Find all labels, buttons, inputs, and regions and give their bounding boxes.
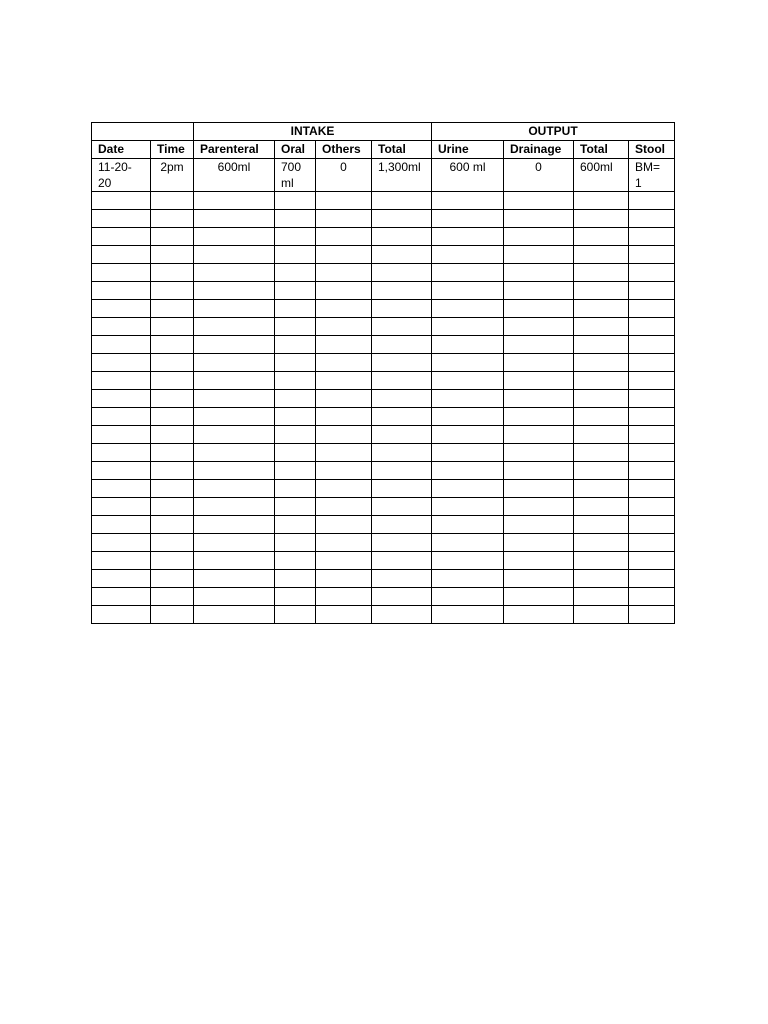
drainage-cell[interactable] [504, 372, 574, 390]
stool-cell[interactable] [629, 318, 675, 336]
others-cell[interactable] [316, 534, 372, 552]
time-cell[interactable] [151, 480, 194, 498]
urine-cell[interactable] [432, 210, 504, 228]
urine-cell[interactable] [432, 390, 504, 408]
drainage-cell[interactable] [504, 426, 574, 444]
others-cell[interactable] [316, 462, 372, 480]
stool-cell[interactable] [629, 462, 675, 480]
table-row [92, 426, 675, 444]
oral-cell[interactable] [275, 336, 316, 354]
time-cell[interactable] [151, 228, 194, 246]
urine-cell[interactable] [432, 480, 504, 498]
output-total-column-header: Total [574, 141, 629, 159]
stool-cell[interactable] [629, 408, 675, 426]
date-cell[interactable] [92, 534, 151, 552]
stool-cell[interactable] [629, 210, 675, 228]
others-cell[interactable] [316, 516, 372, 534]
stool-cell[interactable] [629, 606, 675, 624]
output-total-cell[interactable] [574, 372, 629, 390]
time-cell[interactable] [151, 444, 194, 462]
intake-total-cell[interactable] [372, 354, 432, 372]
parenteral-cell[interactable] [194, 570, 275, 588]
drainage-cell[interactable] [504, 516, 574, 534]
parenteral-cell[interactable] [194, 354, 275, 372]
time-cell[interactable] [151, 606, 194, 624]
intake-total-cell[interactable]: 1,300ml [372, 159, 432, 192]
output-total-cell[interactable] [574, 282, 629, 300]
oral-cell[interactable] [275, 426, 316, 444]
table-row [92, 300, 675, 318]
date-cell[interactable] [92, 300, 151, 318]
parenteral-column-header: Parenteral [194, 141, 275, 159]
intake-total-cell[interactable] [372, 192, 432, 210]
parenteral-cell[interactable] [194, 210, 275, 228]
output-total-cell[interactable] [574, 588, 629, 606]
drainage-cell[interactable] [504, 354, 574, 372]
intake-total-cell[interactable] [372, 480, 432, 498]
stool-cell[interactable] [629, 534, 675, 552]
time-cell[interactable] [151, 246, 194, 264]
output-total-cell[interactable] [574, 192, 629, 210]
stool-cell[interactable] [629, 246, 675, 264]
table-row [92, 606, 675, 624]
parenteral-cell[interactable] [194, 282, 275, 300]
time-cell[interactable] [151, 300, 194, 318]
time-column-header: Time [151, 141, 194, 159]
parenteral-cell[interactable] [194, 390, 275, 408]
others-cell[interactable] [316, 606, 372, 624]
parenteral-cell[interactable] [194, 246, 275, 264]
urine-cell[interactable] [432, 444, 504, 462]
intake-total-cell[interactable] [372, 606, 432, 624]
others-cell[interactable] [316, 372, 372, 390]
others-cell[interactable] [316, 570, 372, 588]
output-total-cell[interactable] [574, 210, 629, 228]
time-cell[interactable] [151, 498, 194, 516]
oral-cell[interactable] [275, 534, 316, 552]
drainage-cell[interactable] [504, 192, 574, 210]
oral-cell[interactable] [275, 300, 316, 318]
parenteral-cell[interactable] [194, 462, 275, 480]
parenteral-cell[interactable] [194, 426, 275, 444]
output-total-cell[interactable] [574, 300, 629, 318]
drainage-cell[interactable] [504, 606, 574, 624]
urine-cell[interactable] [432, 336, 504, 354]
table-row [92, 390, 675, 408]
date-cell[interactable] [92, 408, 151, 426]
oral-cell[interactable] [275, 588, 316, 606]
others-cell[interactable] [316, 318, 372, 336]
output-total-cell[interactable] [574, 336, 629, 354]
table-row [92, 498, 675, 516]
stool-cell[interactable] [629, 390, 675, 408]
table-row [92, 372, 675, 390]
time-cell[interactable] [151, 210, 194, 228]
date-cell[interactable] [92, 390, 151, 408]
table-row [92, 336, 675, 354]
oral-cell[interactable] [275, 210, 316, 228]
date-cell[interactable] [92, 210, 151, 228]
urine-cell[interactable] [432, 516, 504, 534]
drainage-cell[interactable] [504, 390, 574, 408]
drainage-cell[interactable]: 0 [504, 159, 574, 192]
urine-cell[interactable] [432, 282, 504, 300]
date-column-header: Date [92, 141, 151, 159]
table-row [92, 480, 675, 498]
date-cell[interactable] [92, 444, 151, 462]
intake-output-sheet [91, 122, 675, 624]
stool-column-header: Stool [629, 141, 675, 159]
parenteral-cell[interactable] [194, 588, 275, 606]
date-cell[interactable] [92, 606, 151, 624]
date-cell[interactable] [92, 228, 151, 246]
parenteral-cell[interactable] [194, 228, 275, 246]
parenteral-cell[interactable] [194, 516, 275, 534]
oral-cell[interactable] [275, 318, 316, 336]
drainage-cell[interactable] [504, 588, 574, 606]
table-row [92, 444, 675, 462]
drainage-column-header: Drainage [504, 141, 574, 159]
output-total-cell[interactable] [574, 444, 629, 462]
intake-total-cell[interactable] [372, 498, 432, 516]
time-cell[interactable] [151, 570, 194, 588]
stool-cell[interactable] [629, 264, 675, 282]
drainage-cell[interactable] [504, 462, 574, 480]
urine-cell[interactable] [432, 228, 504, 246]
output-total-cell[interactable] [574, 264, 629, 282]
oral-cell[interactable] [275, 516, 316, 534]
urine-cell[interactable] [432, 552, 504, 570]
urine-cell[interactable] [432, 462, 504, 480]
parenteral-cell[interactable] [194, 552, 275, 570]
oral-cell[interactable] [275, 282, 316, 300]
date-cell[interactable] [92, 372, 151, 390]
oral-cell[interactable] [275, 390, 316, 408]
table-row [92, 282, 675, 300]
table-row [92, 354, 675, 372]
output-total-cell[interactable] [574, 408, 629, 426]
others-cell[interactable] [316, 408, 372, 426]
output-header: OUTPUT [432, 123, 675, 141]
time-cell[interactable] [151, 552, 194, 570]
intake-total-cell[interactable] [372, 534, 432, 552]
output-total-cell[interactable] [574, 228, 629, 246]
others-cell[interactable] [316, 336, 372, 354]
stool-cell[interactable] [629, 498, 675, 516]
stool-cell[interactable] [629, 300, 675, 318]
date-cell[interactable] [92, 192, 151, 210]
others-cell[interactable] [316, 390, 372, 408]
oral-cell[interactable] [275, 192, 316, 210]
oral-cell[interactable] [275, 372, 316, 390]
others-cell[interactable] [316, 480, 372, 498]
urine-cell[interactable]: 600 ml [432, 159, 504, 192]
intake-header: INTAKE [194, 123, 432, 141]
urine-column-header: Urine [432, 141, 504, 159]
intake-total-cell[interactable] [372, 552, 432, 570]
time-cell[interactable] [151, 390, 194, 408]
blank-header-cell [92, 123, 194, 141]
time-cell[interactable] [151, 336, 194, 354]
urine-cell[interactable] [432, 570, 504, 588]
table-row [92, 570, 675, 588]
date-cell[interactable] [92, 318, 151, 336]
output-total-cell[interactable] [574, 462, 629, 480]
date-cell[interactable] [92, 552, 151, 570]
output-total-cell[interactable] [574, 606, 629, 624]
table-row [92, 159, 675, 192]
urine-cell[interactable] [432, 264, 504, 282]
time-cell[interactable] [151, 462, 194, 480]
stool-cell[interactable] [629, 336, 675, 354]
drainage-cell[interactable] [504, 318, 574, 336]
parenteral-cell[interactable] [194, 318, 275, 336]
table-row [92, 192, 675, 210]
parenteral-cell[interactable] [194, 534, 275, 552]
intake-total-cell[interactable] [372, 444, 432, 462]
stool-cell[interactable] [629, 480, 675, 498]
intake-total-cell[interactable] [372, 408, 432, 426]
drainage-cell[interactable] [504, 246, 574, 264]
others-cell[interactable] [316, 282, 372, 300]
others-cell[interactable] [316, 354, 372, 372]
time-cell[interactable] [151, 426, 194, 444]
intake-total-cell[interactable] [372, 390, 432, 408]
drainage-cell[interactable] [504, 408, 574, 426]
intake-total-cell[interactable] [372, 282, 432, 300]
date-cell[interactable] [92, 588, 151, 606]
table-row [92, 516, 675, 534]
drainage-cell[interactable] [504, 480, 574, 498]
urine-cell[interactable] [432, 246, 504, 264]
intake-total-cell[interactable] [372, 210, 432, 228]
urine-cell[interactable] [432, 318, 504, 336]
others-cell[interactable] [316, 426, 372, 444]
date-cell[interactable] [92, 246, 151, 264]
time-cell[interactable] [151, 534, 194, 552]
oral-cell[interactable] [275, 408, 316, 426]
drainage-cell[interactable] [504, 498, 574, 516]
urine-cell[interactable] [432, 354, 504, 372]
oral-cell[interactable] [275, 444, 316, 462]
date-cell[interactable]: 11-20-20 [92, 159, 151, 192]
time-cell[interactable] [151, 264, 194, 282]
urine-cell[interactable] [432, 300, 504, 318]
stool-cell[interactable] [629, 192, 675, 210]
parenteral-cell[interactable] [194, 300, 275, 318]
urine-cell[interactable] [432, 534, 504, 552]
output-total-cell[interactable] [574, 552, 629, 570]
others-cell[interactable] [316, 498, 372, 516]
intake-total-cell[interactable] [372, 372, 432, 390]
drainage-cell[interactable] [504, 534, 574, 552]
others-cell[interactable] [316, 246, 372, 264]
drainage-cell[interactable] [504, 444, 574, 462]
output-total-cell[interactable] [574, 480, 629, 498]
time-cell[interactable] [151, 318, 194, 336]
oral-cell[interactable] [275, 498, 316, 516]
table-row [92, 534, 675, 552]
others-cell[interactable] [316, 444, 372, 462]
intake-total-cell[interactable] [372, 228, 432, 246]
date-cell[interactable] [92, 498, 151, 516]
intake-total-cell[interactable] [372, 336, 432, 354]
others-cell[interactable] [316, 228, 372, 246]
time-cell[interactable] [151, 372, 194, 390]
intake-total-cell[interactable] [372, 588, 432, 606]
others-column-header: Others [316, 141, 372, 159]
date-cell[interactable] [92, 462, 151, 480]
stool-cell[interactable] [629, 372, 675, 390]
table-row [92, 264, 675, 282]
oral-column-header: Oral [275, 141, 316, 159]
drainage-cell[interactable] [504, 264, 574, 282]
table-row [92, 246, 675, 264]
intake-total-cell[interactable] [372, 516, 432, 534]
parenteral-cell[interactable] [194, 192, 275, 210]
others-cell[interactable] [316, 210, 372, 228]
intake-output-table [91, 122, 675, 624]
others-cell[interactable] [316, 300, 372, 318]
intake-total-cell[interactable] [372, 462, 432, 480]
table-row [92, 408, 675, 426]
urine-cell[interactable] [432, 588, 504, 606]
intake-total-cell[interactable] [372, 426, 432, 444]
date-cell[interactable] [92, 336, 151, 354]
output-total-cell[interactable] [574, 516, 629, 534]
oral-cell[interactable] [275, 480, 316, 498]
date-cell[interactable] [92, 516, 151, 534]
table-row [92, 588, 675, 606]
parenteral-cell[interactable]: 600ml [194, 159, 275, 192]
parenteral-cell[interactable] [194, 606, 275, 624]
time-cell[interactable] [151, 282, 194, 300]
urine-cell[interactable] [432, 192, 504, 210]
parenteral-cell[interactable] [194, 480, 275, 498]
others-cell[interactable] [316, 264, 372, 282]
oral-cell[interactable] [275, 552, 316, 570]
time-cell[interactable] [151, 354, 194, 372]
date-cell[interactable] [92, 570, 151, 588]
time-cell[interactable] [151, 516, 194, 534]
intake-total-column-header: Total [372, 141, 432, 159]
parenteral-cell[interactable] [194, 408, 275, 426]
drainage-cell[interactable] [504, 210, 574, 228]
stool-cell[interactable] [629, 588, 675, 606]
parenteral-cell[interactable] [194, 372, 275, 390]
output-total-cell[interactable] [574, 498, 629, 516]
output-total-cell[interactable] [574, 426, 629, 444]
parenteral-cell[interactable] [194, 336, 275, 354]
drainage-cell[interactable] [504, 570, 574, 588]
table-body [92, 159, 675, 624]
urine-cell[interactable] [432, 498, 504, 516]
urine-cell[interactable] [432, 372, 504, 390]
stool-cell[interactable] [629, 228, 675, 246]
column-header-row [92, 141, 675, 159]
time-cell[interactable]: 2pm [151, 159, 194, 192]
stool-cell[interactable] [629, 426, 675, 444]
group-header-row [92, 123, 675, 141]
output-total-cell[interactable] [574, 570, 629, 588]
stool-cell[interactable] [629, 354, 675, 372]
table-row [92, 552, 675, 570]
table-row [92, 228, 675, 246]
drainage-cell[interactable] [504, 300, 574, 318]
date-cell[interactable] [92, 264, 151, 282]
oral-cell[interactable] [275, 246, 316, 264]
urine-cell[interactable] [432, 408, 504, 426]
drainage-cell[interactable] [504, 552, 574, 570]
time-cell[interactable] [151, 408, 194, 426]
others-cell[interactable]: 0 [316, 159, 372, 192]
intake-total-cell[interactable] [372, 246, 432, 264]
output-total-cell[interactable] [574, 354, 629, 372]
table-row [92, 318, 675, 336]
drainage-cell[interactable] [504, 336, 574, 354]
output-total-cell[interactable]: 600ml [574, 159, 629, 192]
intake-total-cell[interactable] [372, 300, 432, 318]
urine-cell[interactable] [432, 606, 504, 624]
stool-cell[interactable]: BM= 1 [629, 159, 675, 192]
intake-total-cell[interactable] [372, 264, 432, 282]
time-cell[interactable] [151, 192, 194, 210]
oral-cell[interactable] [275, 462, 316, 480]
intake-total-cell[interactable] [372, 570, 432, 588]
stool-cell[interactable] [629, 570, 675, 588]
output-total-cell[interactable] [574, 534, 629, 552]
others-cell[interactable] [316, 552, 372, 570]
parenteral-cell[interactable] [194, 498, 275, 516]
output-total-cell[interactable] [574, 318, 629, 336]
oral-cell[interactable]: 700 ml [275, 159, 316, 192]
table-row [92, 210, 675, 228]
date-cell[interactable] [92, 480, 151, 498]
stool-cell[interactable] [629, 282, 675, 300]
date-cell[interactable] [92, 426, 151, 444]
date-cell[interactable] [92, 354, 151, 372]
others-cell[interactable] [316, 588, 372, 606]
parenteral-cell[interactable] [194, 444, 275, 462]
drainage-cell[interactable] [504, 228, 574, 246]
oral-cell[interactable] [275, 606, 316, 624]
date-cell[interactable] [92, 282, 151, 300]
stool-cell[interactable] [629, 516, 675, 534]
stool-cell[interactable] [629, 444, 675, 462]
time-cell[interactable] [151, 588, 194, 606]
oral-cell[interactable] [275, 228, 316, 246]
stool-cell[interactable] [629, 552, 675, 570]
oral-cell[interactable] [275, 354, 316, 372]
oral-cell[interactable] [275, 570, 316, 588]
oral-cell[interactable] [275, 264, 316, 282]
drainage-cell[interactable] [504, 282, 574, 300]
urine-cell[interactable] [432, 426, 504, 444]
table-row [92, 462, 675, 480]
output-total-cell[interactable] [574, 390, 629, 408]
intake-total-cell[interactable] [372, 318, 432, 336]
output-total-cell[interactable] [574, 246, 629, 264]
parenteral-cell[interactable] [194, 264, 275, 282]
others-cell[interactable] [316, 192, 372, 210]
